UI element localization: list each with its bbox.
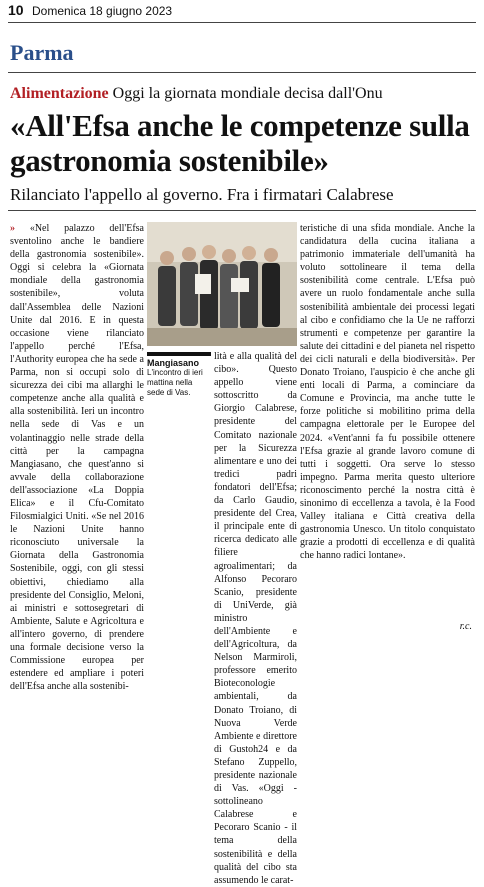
subheadline: Rilanciato l'appello al governo. Fra i firmatari Calabrese [10,185,394,204]
section-rule [8,72,476,73]
article-column-1 [10,222,144,693]
lead-arrow-icon: » [10,223,15,234]
article-column-3 [300,222,475,562]
column-1-text: «Nel palazzo dell'Efsa sventolino anche le bandiere della gastronomia sostenibile». Oggi si celebra la «Giornata mondiale della gastronomia sostenibile», voluta dall'Assemblea delle Nazioni Unite dal 2016. E in questa occasione viene rilanciato l'appello perché l'Efsa, l'Authority europea che ha sede a Parma, non si occupi solo di sicurezza dei cibi ma allarghi le competenze anche alla qualità e alla sostenibilità. Ieri un incontro nella sede di Vas e un volantinaggio nelle strade della città per la campagna Mangiasano, che quest'anno si avvale della collaborazione dell'associazione «La Doppia Elica» e il Cfu-Comitato Filosmialgici Uniti. «Se nel 2016 le Nazioni Unite hanno riconosciuto universale la Giornata della Gastronomia Sostenibile, oggi, con gli stessi obiettivi, chiediamo alla presidente del Consiglio, Meloni, ai ministri e sottosegretari di Ambiente, Salute e Agricoltura e all'intero governo, di prendere una formale decisione verso la Commissione europea per estendere ed ampliare i poteri dell'Efsa anche alla sostenibi- [10,223,144,693]
column-3-text: teristiche di una sfida mondiale. Anche la candidatura della cucina italiana a patrimonio immateriale dell'umanità ha voluto sottolineare il tema della sostenibilità come centrale. L'Efsa può avere un ruolo fondamentale anche sulla sostenibilità ambientale dei processi legati al cibo e confidiamo che la Ue ne rafforzi strumenti e competenze per garantire la salute dei cittadini e del pianeta nel rispetto dei cicli naturali e della biodiversità». Per Donato Troiano, l'auspicio è che anche gli enti locali di Parma, a cominciare da Comune e Provincia, ma anche tutte le forze politiche si mobilitino prima della campagna elettorale per le Europee del 2024. «Vent'anni fa fu possibile ottenere l'Efsa grazie al grande lavoro comune di tutti i soggetti. Ora serve lo stesso impegno. Parma merita questo ulteriore riconoscimento perché la nostra città è sinonimo di eccellenza a tavola, è la Food Valley italiana e Città creativa della gastronomia Unesco. Un titolo conquistato grazie a prodotti di eccellenza e di qualità che hanno radici lontane». [300,223,475,562]
kicker-text: Oggi la giornata mondiale decisa dall'Onu [112,85,383,102]
section-title: Parma [10,40,74,65]
headline-rule [8,210,476,211]
kicker-category: Alimentazione [10,85,109,102]
column-2-text: lità e alla qualità del cibo». Questo appello viene sottoscritto da Giorgio Calabrese, presidente del Comitato nazionale per la Sicurezza alimentare e uno dei tredici padri fondatori dell'Efsa; da Carlo Gaudio, presidente del Crea, il principale ente di ricerca dedicato alle filiere agroalimentari; da Alfonso Pecoraro Scanio, presidente di UniVerde, già ministro dell'Ambiente e dell'Agricoltura, da Nelson Marmiroli, professore emerito Bioteconologie ambientali, da Donato Troiano, di Nuova Verde Ambiente e direttore di Gustoh24 e da Stefano Zuppello, presidente nazionale di Vas. «Oggi - sottolineano Calabrese e Pecoraro Scanio - il tema della sostenibilità e della qualità del cibo sta assumendo le carat- [214,351,297,886]
group-photo-icon [147,222,297,346]
headline: «All'Efsa anche le competenze sulla gastronomia sostenibile» [10,108,470,178]
caption-text: L'incontro di ieri mattina nella sede di Vas. [147,368,203,397]
page-number: 10 [8,2,24,18]
caption-bar [147,352,211,356]
photo-caption [147,358,211,398]
kicker [10,85,383,103]
author-signature: r.c. [459,621,472,632]
article-photo [147,222,297,346]
page-header [0,0,484,22]
issue-date: Domenica 18 giugno 2023 [32,4,173,18]
header-rule [8,22,476,23]
article-column-2 [214,350,297,887]
caption-place: Mangiasano [147,358,200,368]
